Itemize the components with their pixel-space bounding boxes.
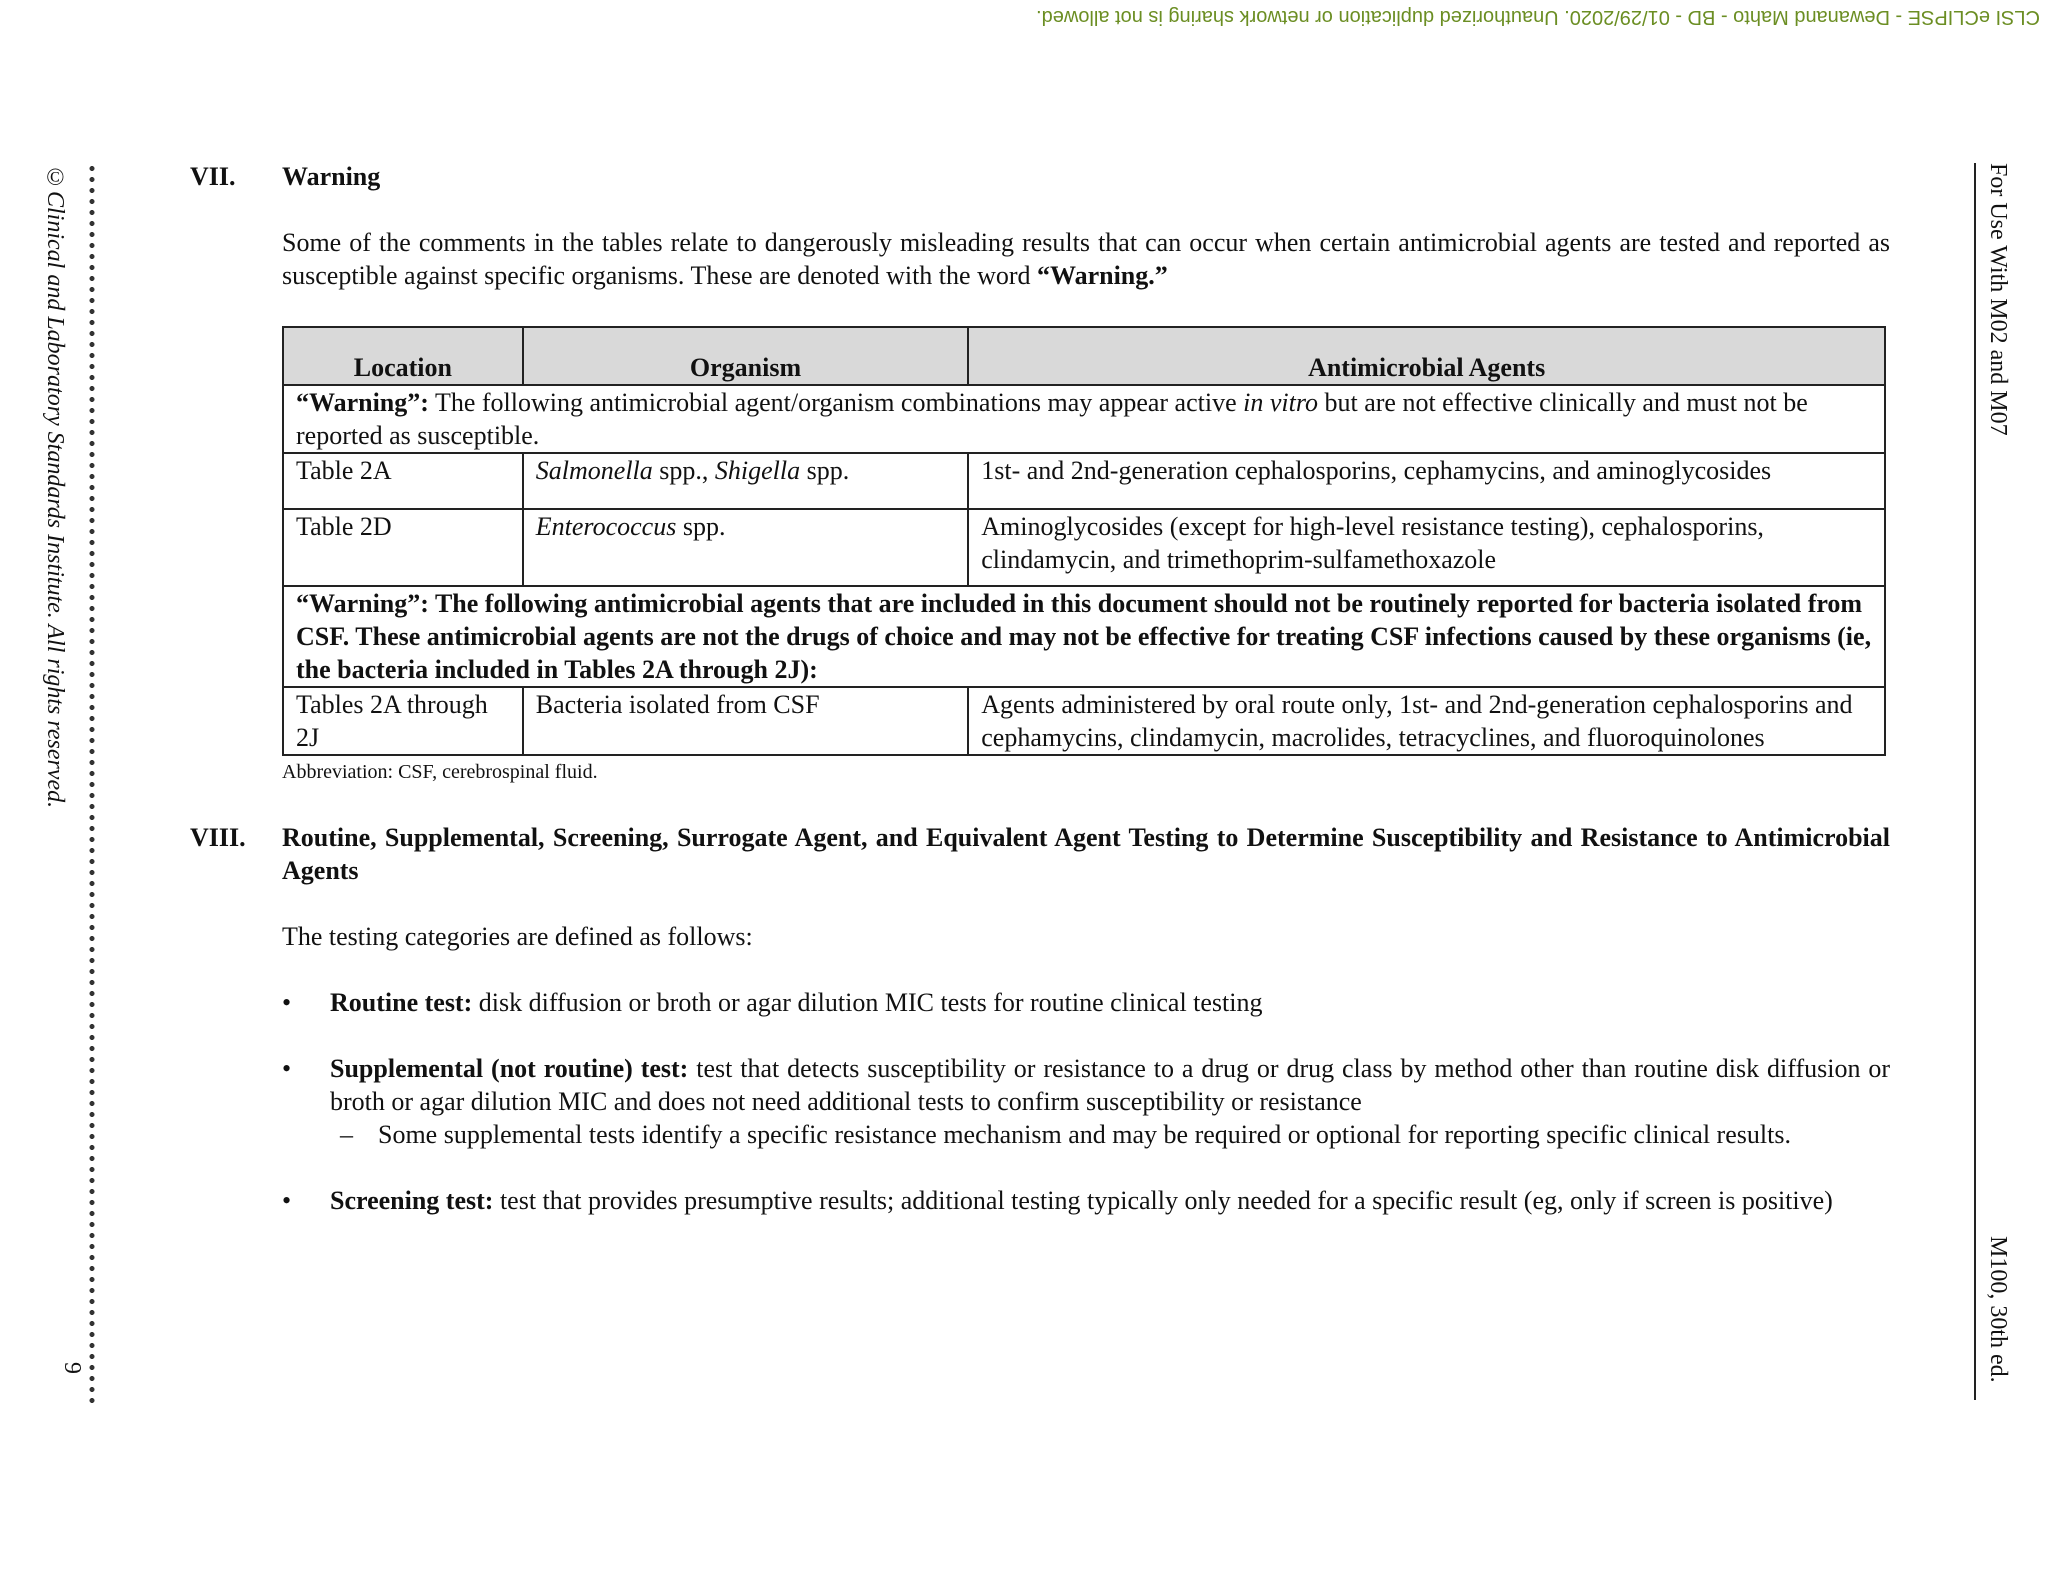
warning-note-cell: “Warning”: The following antimicrobial agent/organism combinations may appear active in vitro but are not effective clinically and must not be reported as susceptible. [283,385,1885,453]
table-row [283,385,1885,453]
organism-cell: Bacteria isolated from CSF [523,687,968,755]
location-cell: Table 2D [283,509,523,586]
organism-cell: Salmonella spp., Shigella spp. [523,453,968,509]
location-cell: Tables 2A through 2J [283,687,523,755]
section-number: VII. [190,162,236,191]
table-row [283,453,1885,509]
section-number: VIII. [190,823,246,852]
section-title: Warning [282,162,381,191]
table-row [283,586,1885,687]
document-usage-note: For Use With M02 and M07 [1985,163,2011,436]
copyright-notice: ©Clinical and Laboratory Standards Institute. All rights reserved. [42,165,68,809]
sub-list [330,1118,1890,1151]
agents-cell: Agents administered by oral route only, 1st- and 2nd-generation cephalosporins and cephamycins, clindamycin, macrolides, tetracyclines, and fluoroquinolones [968,687,1885,755]
section-intro-paragraph: The testing categories are defined as follows: [282,922,753,951]
location-cell: Table 2A [283,453,523,509]
table-row [283,509,1885,586]
section-heading [190,160,1890,193]
table-header-row [283,327,1885,385]
testing-categories-list [282,986,1890,1217]
watermark-banner: CLSI eCLIPSE - Dewanand Mahto - BD - 01/29/2020. Unauthorized duplication or network sharing is not allowed. [1036,6,2040,28]
table-row [283,687,1885,755]
agents-cell: 1st- and 2nd-generation cephalosporins, cephamycins, and aminoglycosides [968,453,1885,509]
page-number: 9 [59,1362,85,1374]
header-agents: Antimicrobial Agents [968,327,1885,385]
list-item: • Supplemental (not routine) test: test that detects susceptibility or resistance to a drug or drug class by method other than routine disk diffusion or broth or agar dilution MIC and does not need additional tests to confirm susceptibility or resistance – Some supplemental tests identify a specific resistance mechanism and may be required or optional for reporting specific clinical results. [282,1052,1890,1151]
section-heading [190,821,1890,887]
section-title: Routine, Supplemental, Screening, Surrogate Agent, and Equivalent Agent Testing to Determine Susceptibility and Resistance to Antimicrobial Agents [282,823,1890,885]
sub-list-item: – Some supplemental tests identify a specific resistance mechanism and may be required or optional for reporting specific clinical results. [330,1118,1890,1151]
list-item: • Screening test: test that provides presumptive results; additional testing typically only needed for a specific result (eg, only if screen is positive) [282,1184,1890,1217]
section-intro-paragraph: Some of the comments in the tables relate to dangerously misleading results that can occur when certain antimicrobial agents are tested and reported as susceptible against specific organisms. These are denoted with the word “Warning.” [282,228,1890,290]
agents-cell: Aminoglycosides (except for high-level resistance testing), cephalosporins, clindamycin, and trimethoprim-sulfamethoxazole [968,509,1885,586]
csf-warning-cell: “Warning”: The following antimicrobial agents that are included in this document should not be routinely reported for bacteria isolated from CSF. These antimicrobial agents are not the drugs of choice and may not be effective for treating CSF infections caused by these organisms (ie, the bacteria included in Tables 2A through 2J): [283,586,1885,687]
dotted-margin-rule [88,163,96,1403]
document-edition: M100, 30th ed. [1985,1236,2011,1383]
list-item: • Routine test: disk diffusion or broth or agar dilution MIC tests for routine clinical testing [282,986,1890,1019]
page-content [190,160,1890,1250]
warning-table [282,326,1886,756]
right-margin-rule [1974,163,1976,1400]
table-footnote: Abbreviation: CSF, cerebrospinal fluid. [282,761,598,783]
header-location: Location [283,327,523,385]
header-organism: Organism [523,327,968,385]
organism-cell: Enterococcus spp. [523,509,968,586]
